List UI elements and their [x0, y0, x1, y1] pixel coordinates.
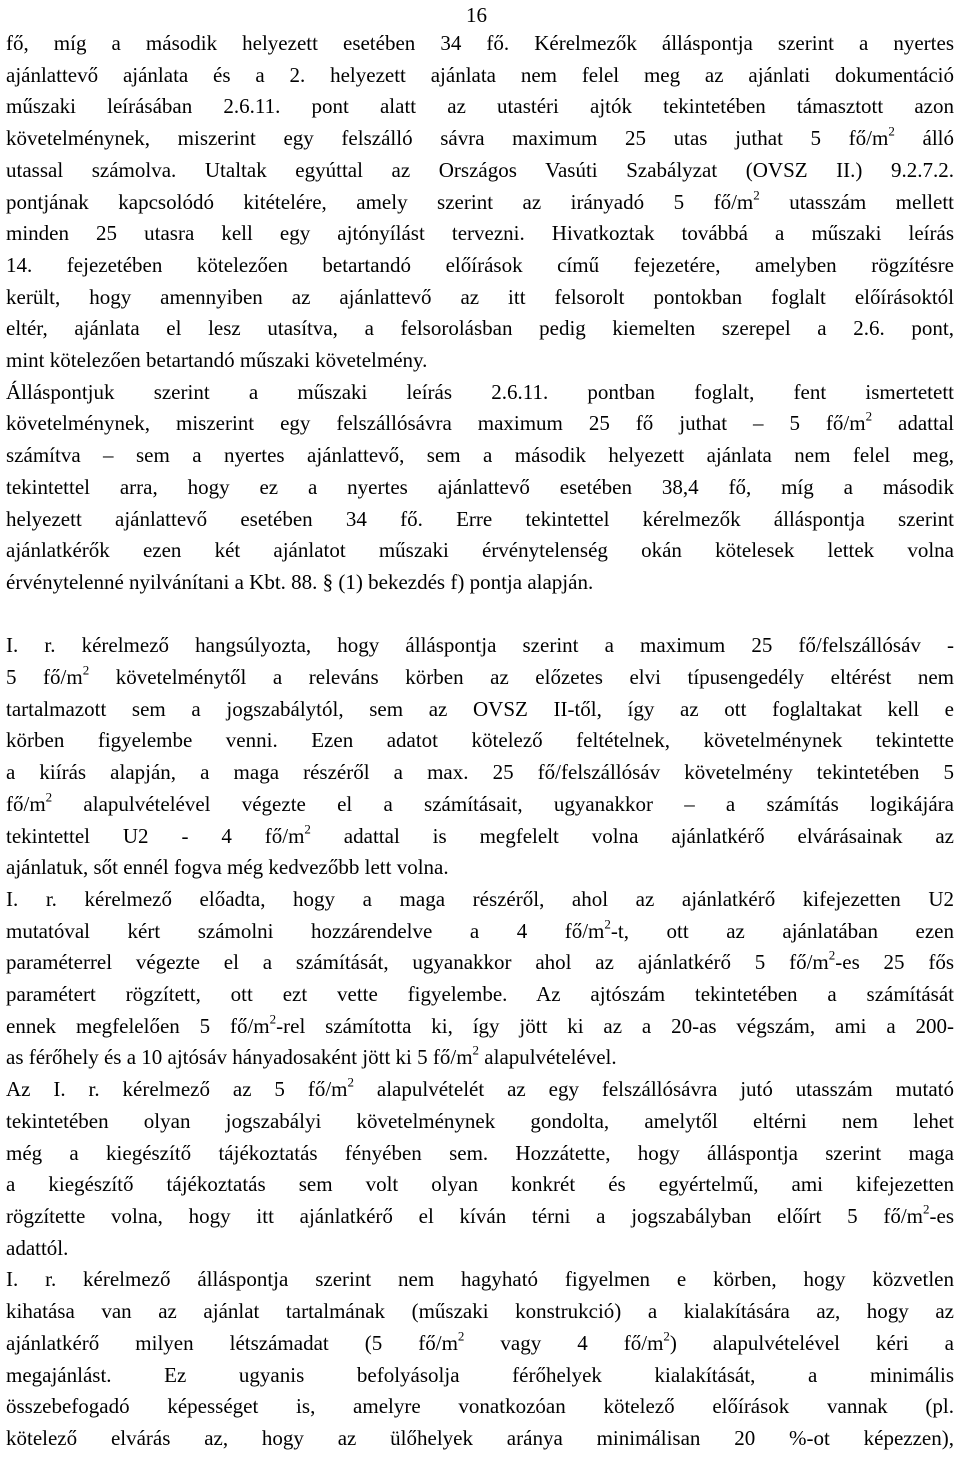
text-segment: eltér, ajánlata el lesz utasítva, a felsorolásban pedig kiemelten szerepel a 2.6. pont,: [6, 316, 954, 341]
text-line: [6, 1169, 954, 1201]
superscript: 2: [304, 820, 311, 836]
text-line: [6, 979, 954, 1011]
text-line: [6, 821, 954, 853]
text-line: [6, 313, 954, 345]
text-segment: kihatása van az ajánlat tartalmának (műszaki konstrukció) a kialakítására az, hogy az: [6, 1299, 954, 1324]
superscript: 2: [457, 1328, 465, 1344]
text-line: [6, 1106, 954, 1138]
text-line: [6, 440, 954, 472]
text-segment: összebefogadó képességet is, amelyre vonatkozóan kötelező előírások vannak (pl.: [6, 1394, 954, 1419]
text-segment: még a kiegészítő tájékoztatás fényében sem. Hozzátette, hogy álláspontja szerint maga: [6, 1140, 954, 1165]
text-segment: ennek megfelelően 5 fő/m: [6, 1013, 270, 1038]
text-line: [6, 725, 954, 757]
text-line: [6, 1138, 954, 1170]
text-segment: ) alapulvételével kéri a: [669, 1330, 955, 1355]
text-segment: tekintetében olyan jogszabályi követelménynek gondolta, amelytől eltérni nem lehet: [6, 1108, 954, 1133]
text-line: [6, 789, 954, 821]
text-line: [6, 1391, 954, 1423]
text-segment: alapulvételével végezte el a számításait, ugyanakkor – a számítás logikájára: [52, 791, 954, 816]
text-segment: rögzítette volna, hogy itt ajánlatkérő el kíván térni a jogszabályban előírt 5 fő/m: [6, 1204, 923, 1228]
text-segment: 5 fő/m: [6, 665, 83, 690]
text-line: [6, 694, 954, 726]
text-segment: pontjának kapcsolódó kitételére, amely szerint az irányadó 5 fő/m: [6, 189, 754, 214]
text-line: [6, 947, 954, 979]
superscript: 2: [347, 1074, 354, 1090]
text-line: [6, 1360, 954, 1392]
text-segment: álló: [894, 126, 954, 151]
text-segment: -es: [929, 1204, 954, 1228]
text-line: [6, 187, 954, 219]
superscript: 2: [663, 1328, 670, 1344]
text-line: [6, 1201, 954, 1233]
text-line: [6, 155, 954, 187]
text-segment: mint kötelezően betartandó műszaki követelmény.: [6, 348, 428, 373]
paragraph-gap: [6, 599, 954, 631]
superscript: 2: [45, 789, 53, 805]
text-segment: -rel számította ki, így jött ki az a 20-as végszám, ami a 200-: [276, 1013, 954, 1038]
text-segment: adattal is megfelelt volna ajánlatkérő elvárásainak az: [310, 823, 955, 848]
text-line: [6, 377, 954, 409]
text-line: [6, 1042, 954, 1074]
superscript: 2: [888, 123, 895, 139]
text-segment: vagy 4 fő/m: [464, 1330, 664, 1355]
text-segment: ajánlattevő ajánlata és a 2. helyezett ajánlata nem felel meg az ajánlati dokumentáció: [6, 62, 954, 87]
text-segment: követelménynek, miszerint egy felszállósávra maximum 25 fő juthat – 5 fő/m: [6, 411, 866, 436]
text-line: [6, 123, 954, 155]
text-line: [6, 662, 954, 694]
text-segment: 14. fejezetében kötelezően betartandó előírások című fejezetére, amelyben rögzítésre: [6, 252, 954, 277]
text-segment: utasszám mellett: [759, 189, 954, 214]
text-segment: paraméterrel végezte el a számítását, ugyanakkor ahol az ajánlatkérő 5 fő/m: [6, 950, 829, 975]
text-line: [6, 916, 954, 948]
superscript: 2: [865, 408, 873, 424]
text-segment: Álláspontjuk szerint a műszaki leírás 2.6.11. pontban foglalt, fent ismertetett: [6, 379, 954, 404]
text-segment: ajánlatuk, sőt ennél fogva még kedvezőbb lett volna.: [6, 855, 449, 880]
superscript: 2: [269, 1011, 277, 1027]
text-segment: I. r. kérelmező álláspontja szerint nem hagyható figyelmen e körben, hogy közvetlen: [6, 1267, 954, 1292]
text-segment: megajánlást. Ez ugyanis befolyásolja férőhelyek kialakítását, a minimális: [6, 1362, 954, 1387]
text-line: [6, 282, 954, 314]
text-segment: -es 25 fős: [835, 950, 954, 975]
text-line: [6, 345, 954, 377]
text-segment: körben figyelembe venni. Ezen adatot kötelező feltételnek, követelménynek tekintette: [6, 728, 954, 753]
text-segment: fő, míg a második helyezett esetében 34 fő. Kérelmezők álláspontja szerint a nyertes: [6, 31, 954, 55]
text-segment: tartalmazott sem a jogszabálytól, sem az OVSZ II-től, így az ott foglaltakat kell e: [6, 696, 954, 721]
text-segment: fő/m: [6, 791, 46, 816]
superscript: 2: [604, 915, 611, 931]
text-segment: helyezett ajánlattevő esetében 34 fő. Erre tekintettel kérelmezők álláspontja szerint: [6, 506, 954, 531]
text-segment: utassal számolva. Utaltak egyúttal az Országos Vasúti Szabályzat (OVSZ II.) 9.2.7.2.: [6, 157, 954, 182]
text-segment: követelménytől a releváns körben az előzetes elvi típusengedély eltérést nem: [89, 665, 954, 690]
text-line: [6, 1264, 954, 1296]
text-segment: számítva – sem a nyertes ajánlattevő, sem a második helyezett ajánlata nem felel meg,: [6, 443, 954, 468]
text-line: [6, 1328, 954, 1360]
text-segment: a kiírás alapján, a maga részéről a max. 25 fő/felszállósáv követelmény tekintetében 5: [6, 760, 954, 785]
text-line: [6, 630, 954, 662]
superscript: 2: [82, 662, 90, 678]
text-segment: minden 25 utasra kell egy ajtónyílást tervezni. Hivatkoztak továbbá a műszaki leírás: [6, 221, 954, 246]
text-line: [6, 1233, 954, 1265]
text-segment: -t, ott az ajánlatában ezen: [610, 918, 954, 943]
text-line: [6, 91, 954, 123]
superscript: 2: [828, 947, 836, 963]
text-segment: ajánlatkérő milyen létszámadat (5 fő/m: [6, 1330, 458, 1355]
text-segment: I. r. kérelmező előadta, hogy a maga részéről, ahol az ajánlatkérő kifejezetten U2: [6, 886, 954, 911]
text-line: [6, 567, 954, 599]
text-segment: alapulvételét az egy felszállósávra jutó utasszám mutató: [354, 1077, 954, 1102]
superscript: 2: [923, 1201, 930, 1217]
text-line: [6, 408, 954, 440]
text-segment: as férőhely és a 10 ajtósáv hányadosaként jött ki 5 fő/m: [6, 1045, 473, 1070]
text-segment: a kiegészítő tájékoztatás sem volt olyan konkrét és egyértelmű, ami kifejezetten: [6, 1172, 954, 1197]
text-segment: került, hogy amennyiben az ajánlattevő az itt felsorolt pontokban foglalt előírásoktól: [6, 284, 954, 309]
text-line: [6, 1074, 954, 1106]
text-segment: adattal: [872, 411, 954, 436]
text-segment: adattól.: [6, 1235, 69, 1260]
text-line: [6, 250, 954, 282]
text-segment: tekintettel arra, hogy ez a nyertes ajánlattevő esetében 38,4 fő, míg a második: [6, 474, 954, 499]
text-segment: paramétert rögzített, ott ezt vette figyelembe. Az ajtószám tekintetében a számítását: [6, 982, 954, 1007]
text-segment: kötelező elvárás az, hogy az ülőhelyek aránya minimálisan 20 %-ot képezzen),: [6, 1425, 954, 1450]
text-line: [6, 504, 954, 536]
body-text: [6, 28, 954, 1455]
text-segment: ajánlatkérők ezen két ajánlatot műszaki érvénytelenség okán kötelesek lettek volna: [6, 538, 954, 563]
text-line: [6, 884, 954, 916]
text-line: [6, 757, 954, 789]
text-line: [6, 472, 954, 504]
text-segment: alapulvételével.: [479, 1045, 617, 1070]
text-segment: mutatóval kért számolni hozzárendelve a 4 fő/m: [6, 918, 605, 943]
text-segment: követelménynek, miszerint egy felszálló sávra maximum 25 utas juthat 5 fő/m: [6, 126, 889, 151]
text-line: [6, 218, 954, 250]
text-line: [6, 852, 954, 884]
superscript: 2: [753, 186, 760, 202]
page-number: 16: [466, 3, 487, 27]
text-segment: műszaki leírásában 2.6.11. pont alatt az utastéri ajtók tekintetében támasztott azon: [6, 94, 954, 119]
text-line: [6, 1296, 954, 1328]
text-segment: tekintettel U2 - 4 fő/m: [6, 823, 305, 848]
text-segment: Az I. r. kérelmező az 5 fő/m: [6, 1077, 348, 1102]
text-line: [6, 1011, 954, 1043]
text-segment: érvénytelenné nyilvánítani a Kbt. 88. § (1) bekezdés f) pontja alapján.: [6, 569, 594, 594]
text-line: [6, 1423, 954, 1455]
superscript: 2: [472, 1042, 480, 1058]
text-line: [6, 60, 954, 92]
text-line: [6, 535, 954, 567]
text-line: [6, 28, 954, 60]
text-segment: I. r. kérelmező hangsúlyozta, hogy álláspontja szerint a maximum 25 fő/felszállósáv -: [6, 633, 954, 658]
